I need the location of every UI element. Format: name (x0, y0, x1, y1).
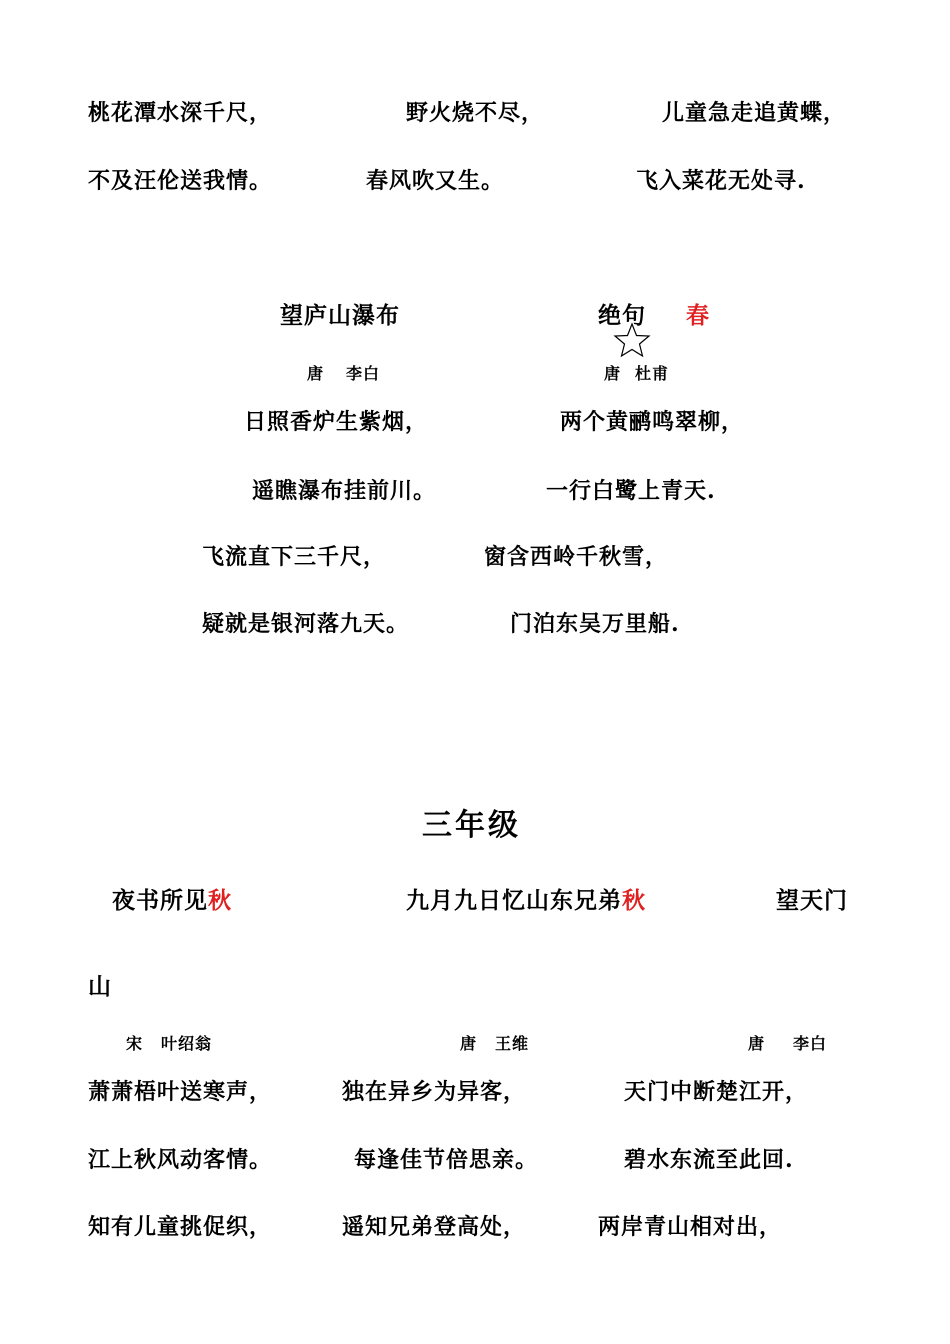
dynasty: 唐 (748, 1034, 766, 1053)
season-label: 秋 (208, 887, 232, 914)
poem-line: 疑就是银河落九天。 (202, 611, 410, 637)
author-name: 李白 (793, 1034, 828, 1053)
poem-line: 遥知兄弟登高处， (342, 1214, 527, 1240)
poem-title-text: 夜书所见 (112, 887, 208, 914)
star-outline-icon (613, 322, 651, 358)
season-label: 秋 (622, 887, 646, 914)
season-label: 春 (686, 302, 710, 329)
poem-title (406, 887, 646, 915)
poem-author (307, 360, 380, 388)
poem-line: 每逢佳节倍思亲。 (354, 1147, 539, 1173)
poem-author (126, 1030, 212, 1058)
poem-line: 日照香炉生紫烟， (244, 409, 429, 435)
poem-line: 两岸青山相对出， (598, 1214, 783, 1240)
dynasty: 唐 (604, 364, 622, 383)
grade-heading: 三年级 (422, 808, 521, 843)
poem-line: 独在异乡为异客， (342, 1079, 527, 1105)
poem-title (112, 887, 232, 915)
poem-line: 窗含西岭千秋雪， (484, 544, 669, 570)
author-name: 王维 (495, 1034, 530, 1053)
poem-line: 飞流直下三千尺， (202, 544, 387, 570)
poem-author (604, 360, 669, 388)
author-name: 杜甫 (635, 364, 670, 383)
poem-line: 碧水东流至此回. (624, 1147, 794, 1173)
dynasty: 宋 (126, 1034, 144, 1053)
poem-title: 绝句 (598, 302, 646, 329)
poem-line: 春风吹又生。 (366, 168, 505, 194)
dynasty: 唐 (460, 1034, 478, 1053)
poem-line: 飞入菜花无处寻. (636, 168, 806, 194)
poem-line: 天门中断楚江开， (624, 1079, 809, 1105)
author-name: 李白 (346, 364, 381, 383)
poem-author (748, 1030, 827, 1058)
poem-line: 萧萧梧叶送寒声， (88, 1079, 273, 1105)
poem-title-text: 九月九日忆山东兄弟 (406, 887, 622, 914)
poem-author (460, 1030, 529, 1058)
poem-line: 门泊东吴万里船. (510, 611, 680, 637)
poem-line: 桃花潭水深千尺， (88, 100, 273, 126)
poem-line: 不及汪伦送我情。 (88, 168, 273, 194)
author-name: 叶绍翁 (161, 1034, 213, 1053)
poem-line: 野火烧不尽， (406, 100, 545, 126)
dynasty: 唐 (307, 364, 325, 383)
poem-line: 儿童急走追黄蝶， (662, 100, 847, 126)
poem-title-continued: 山 (88, 973, 112, 1000)
poem-title: 望庐山瀑布 (280, 302, 400, 329)
poem-line: 知有儿童挑促织， (88, 1214, 273, 1240)
poem-line: 两个黄鹂鸣翠柳， (560, 409, 745, 435)
poem-title: 望天门 (776, 887, 848, 914)
poem-line: 遥瞧瀑布挂前川。 (252, 478, 437, 504)
poem-line: 一行白鹭上青天. (546, 478, 716, 504)
poem-line: 江上秋风动客情。 (88, 1147, 273, 1173)
